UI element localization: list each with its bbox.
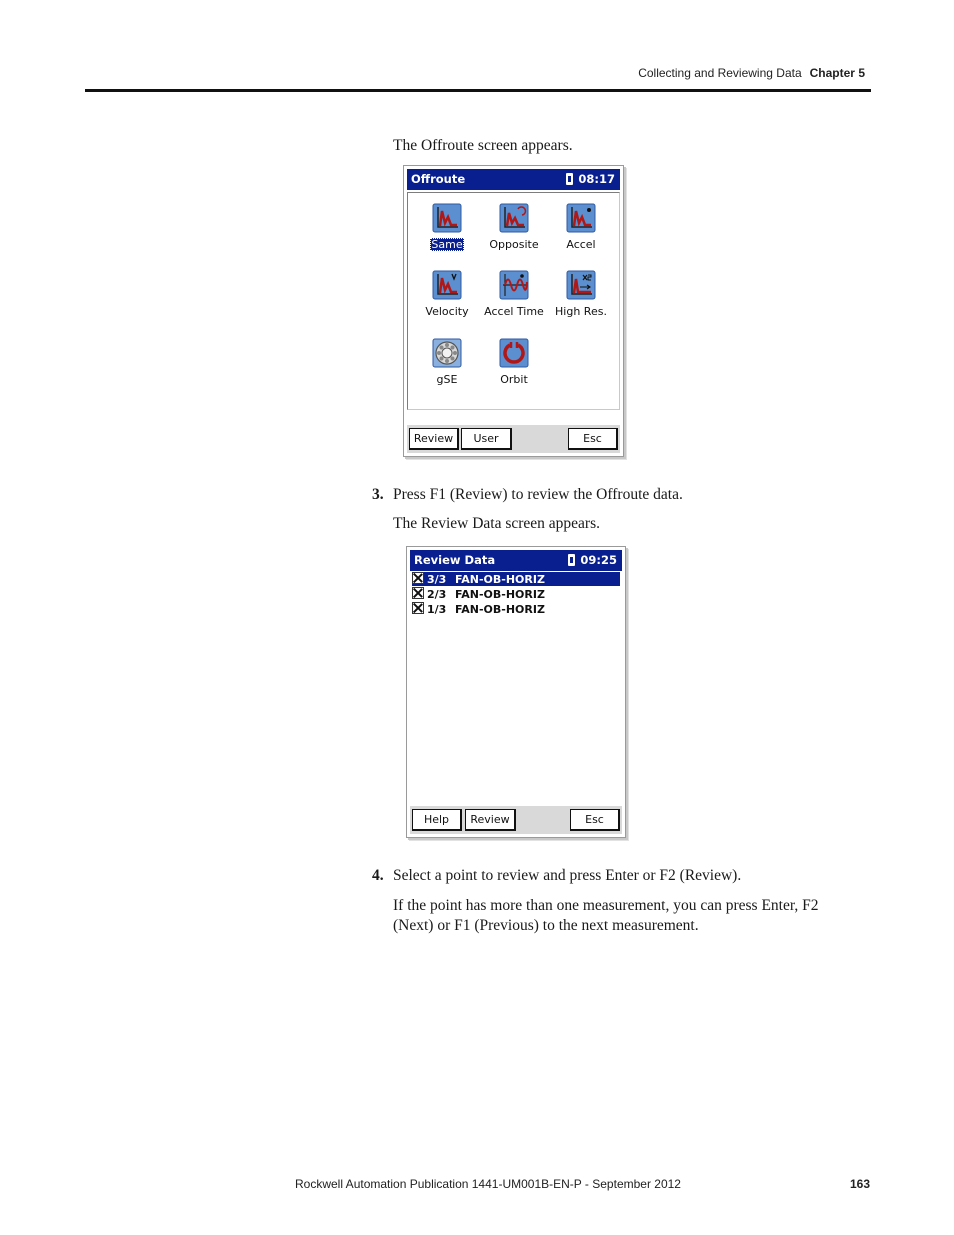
battery-icon: [566, 173, 573, 185]
step-4-note-line-2: (Next) or F1 (Previous) to the next measurement.: [393, 917, 699, 934]
gse-bearing-icon: [432, 338, 462, 368]
velocity-spectrum-icon: [432, 270, 462, 300]
point-name: FAN-OB-HORIZ: [455, 603, 545, 616]
icon-high-res[interactable]: [548, 270, 614, 332]
icon-same[interactable]: [414, 203, 480, 265]
icon-orbit[interactable]: [481, 338, 547, 400]
review-softkey[interactable]: Review: [409, 428, 459, 450]
icon-label: Opposite: [489, 238, 539, 251]
icon-label: Orbit: [500, 373, 528, 386]
offroute-title: Offroute: [411, 172, 466, 186]
battery-icon: [568, 554, 575, 566]
icon-label: Same: [431, 238, 463, 251]
icon-label: Accel: [566, 238, 596, 251]
help-softkey[interactable]: Help: [412, 809, 462, 831]
step-3-result: The Review Data screen appears.: [393, 515, 600, 532]
checkbox-icon: [412, 572, 424, 584]
review-status: [568, 550, 617, 571]
step-3-text: Press F1 (Review) to review the Offroute data.: [393, 486, 683, 503]
accel-time-waveform-icon: [499, 270, 529, 300]
checkbox-icon: [412, 587, 424, 599]
list-item[interactable]: [412, 572, 620, 586]
offroute-screen: [403, 165, 624, 457]
step-4-number: 4.: [372, 867, 384, 884]
chapter-label: Chapter 5: [809, 66, 865, 80]
icon-accel[interactable]: [548, 203, 614, 265]
step-4-text: Select a point to review and press Enter or F2 (Review).: [393, 867, 742, 884]
review-point-list: [410, 571, 622, 804]
orbit-icon: [499, 338, 529, 368]
step-4-note-line-1: If the point has more than one measurement, you can press Enter, F2: [393, 897, 819, 914]
offroute-time: 08:17: [578, 172, 615, 186]
review-titlebar: [410, 550, 622, 571]
list-item[interactable]: [412, 587, 620, 601]
step-3-number: 3.: [372, 486, 384, 503]
opposite-spectrum-icon: [499, 203, 529, 233]
measurement-fraction: 3/3: [427, 573, 447, 586]
point-name: FAN-OB-HORIZ: [455, 573, 545, 586]
icon-label: Velocity: [425, 305, 469, 318]
offroute-softkey-bar: [407, 425, 620, 453]
icon-opposite[interactable]: [481, 203, 547, 265]
list-item[interactable]: [412, 602, 620, 616]
icon-label: Accel Time: [484, 305, 544, 318]
checkbox-icon: [412, 602, 424, 614]
header-rule: [85, 89, 871, 92]
review-title: Review Data: [414, 553, 496, 567]
measurement-fraction: 1/3: [427, 603, 447, 616]
icon-label: High Res.: [555, 305, 607, 318]
icon-gse[interactable]: [414, 338, 480, 400]
accel-spectrum-icon: [566, 203, 596, 233]
running-header: [638, 66, 865, 80]
review-data-screen: [406, 546, 626, 838]
offroute-status: [566, 169, 615, 190]
offroute-titlebar: [407, 169, 620, 190]
review-time: 09:25: [580, 553, 617, 567]
icon-label: gSE: [436, 373, 458, 386]
user-softkey[interactable]: User: [461, 428, 512, 450]
same-spectrum-icon: [432, 203, 462, 233]
offroute-icon-grid: [407, 192, 620, 410]
measurement-fraction: 2/3: [427, 588, 447, 601]
esc-softkey[interactable]: Esc: [570, 809, 620, 831]
esc-softkey[interactable]: Esc: [568, 428, 618, 450]
page-number: 163: [849, 1177, 870, 1191]
section-title: Collecting and Reviewing Data: [638, 66, 802, 80]
publication-footer: Rockwell Automation Publication 1441-UM001B-EN-P - September 2012: [295, 1177, 681, 1191]
icon-accel-time[interactable]: [481, 270, 547, 332]
high-res-spectrum-icon: [566, 270, 596, 300]
icon-velocity[interactable]: [414, 270, 480, 332]
intro-text: The Offroute screen appears.: [393, 137, 573, 154]
point-name: FAN-OB-HORIZ: [455, 588, 545, 601]
review-softkey[interactable]: Review: [465, 809, 516, 831]
review-softkey-bar: [410, 806, 622, 834]
